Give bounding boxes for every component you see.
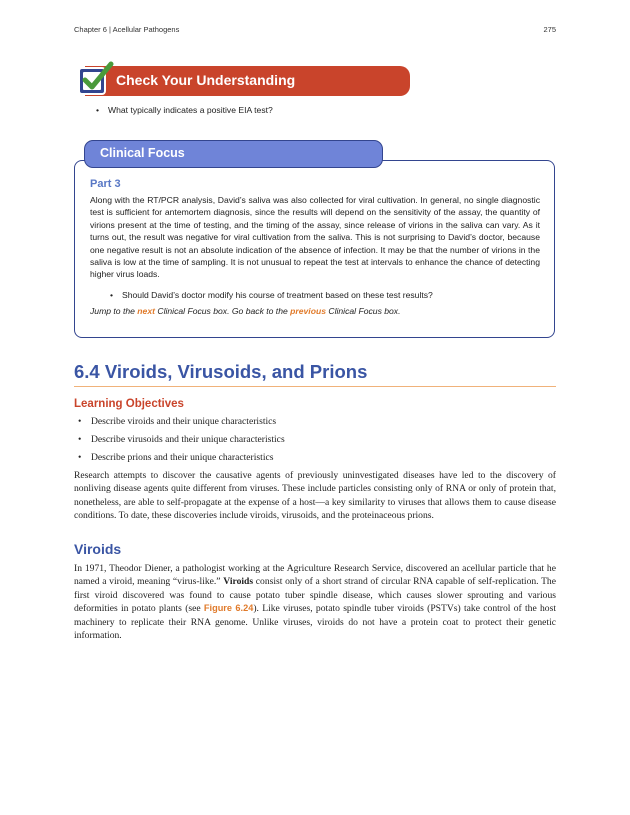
checkbox-check-icon <box>76 60 114 98</box>
viroids-text: In 1971, Theodor Diener, a pathologist working at the Agriculture Research Service, discovered an acellular particle that he named a viroid, meaning “virus-like.” <box>74 563 556 588</box>
figure-link[interactable]: Figure 6.24 <box>203 603 254 614</box>
bullet-icon: • <box>78 434 82 445</box>
section-intro-paragraph: Research attempts to discover the causative agents of previously uninvestigated diseases have led to the discovery of nonliving disease agents quite different from viruses. These include particles consisting only of RNA or only of protein that, nonetheless, are able to self-propagate at the expense of a host—a key similarity to viruses that allows them to cause disease conditions. To date, these discoveries include viroids, virusoids, and the proteinaceous prions. <box>74 470 556 522</box>
chapter-title: Chapter 6 | Acellular Pathogens <box>74 25 180 34</box>
page-header <box>74 25 556 37</box>
clinical-focus-navigation <box>90 306 401 316</box>
viroids-text: consist only of a short strand of circular RNA capable of self-replication. The first viroid discovered was found to cause potato tuber spindle disease, which causes slower sprouting and various deformities in potato plants (see <box>74 576 556 615</box>
clinical-focus-paragraph: Along with the RT/PCR analysis, David’s saliva was also collected for viral cultivation. In general, no single diagnostic test is sufficient for antemortem diagnosis, since the results will depend on the sensitivity of the assay, the quantity of virions present at the time of testing, and the timing of the assay, since release of virions in the saliva can vary. As it turns out, the result was negative for viral cultivation from the saliva. This is not surprising to David’s doctor, because one negative result is not an absolute indication of the absence of infection. It may be that the number of virions in the saliva is low at the time of sampling. It is not unusual to repeat the test at intervals to enhance the chance of detecting higher virus loads. <box>90 195 540 280</box>
jump-text: Clinical Focus box. Go back to the <box>154 306 291 316</box>
bullet-icon: • <box>78 416 82 427</box>
learning-objective: Describe virusoids and their unique characteristics <box>91 434 285 445</box>
viroids-heading: Viroids <box>74 541 122 557</box>
clinical-focus-title: Clinical Focus <box>100 146 185 160</box>
bullet-icon: • <box>96 105 100 115</box>
check-understanding-title: Check Your Understanding <box>116 72 296 88</box>
clinical-focus-part: Part 3 <box>90 178 121 190</box>
clinical-focus-question: Should David’s doctor modify his course of treatment based on these test results? <box>122 290 433 300</box>
learning-objective: Describe prions and their unique characteristics <box>91 452 274 463</box>
viroids-paragraph <box>74 562 556 642</box>
section-title: 6.4 Viroids, Virusoids, and Prions <box>74 361 368 382</box>
viroids-term: Viroids <box>223 576 254 588</box>
jump-text: Clinical Focus box. <box>325 306 401 316</box>
bullet-icon: • <box>78 452 82 463</box>
viroids-text: ). Like viruses, potato spindle tuber viroids (PSTVs) take control of the host machinery to replicate their RNA genome. Unlike viruses, viroids do not have a protein coat to protect their genetic information. <box>74 603 556 642</box>
next-link[interactable]: next <box>137 306 155 316</box>
learning-objectives-title: Learning Objectives <box>74 398 184 410</box>
page-number: 275 <box>543 25 556 34</box>
previous-link[interactable]: previous <box>290 306 326 316</box>
jump-text: Jump to the <box>90 306 138 316</box>
section-divider <box>74 386 556 387</box>
bullet-icon: • <box>110 290 114 300</box>
learning-objective: Describe viroids and their unique characteristics <box>91 416 277 427</box>
check-understanding-question: What typically indicates a positive EIA test? <box>108 105 273 115</box>
